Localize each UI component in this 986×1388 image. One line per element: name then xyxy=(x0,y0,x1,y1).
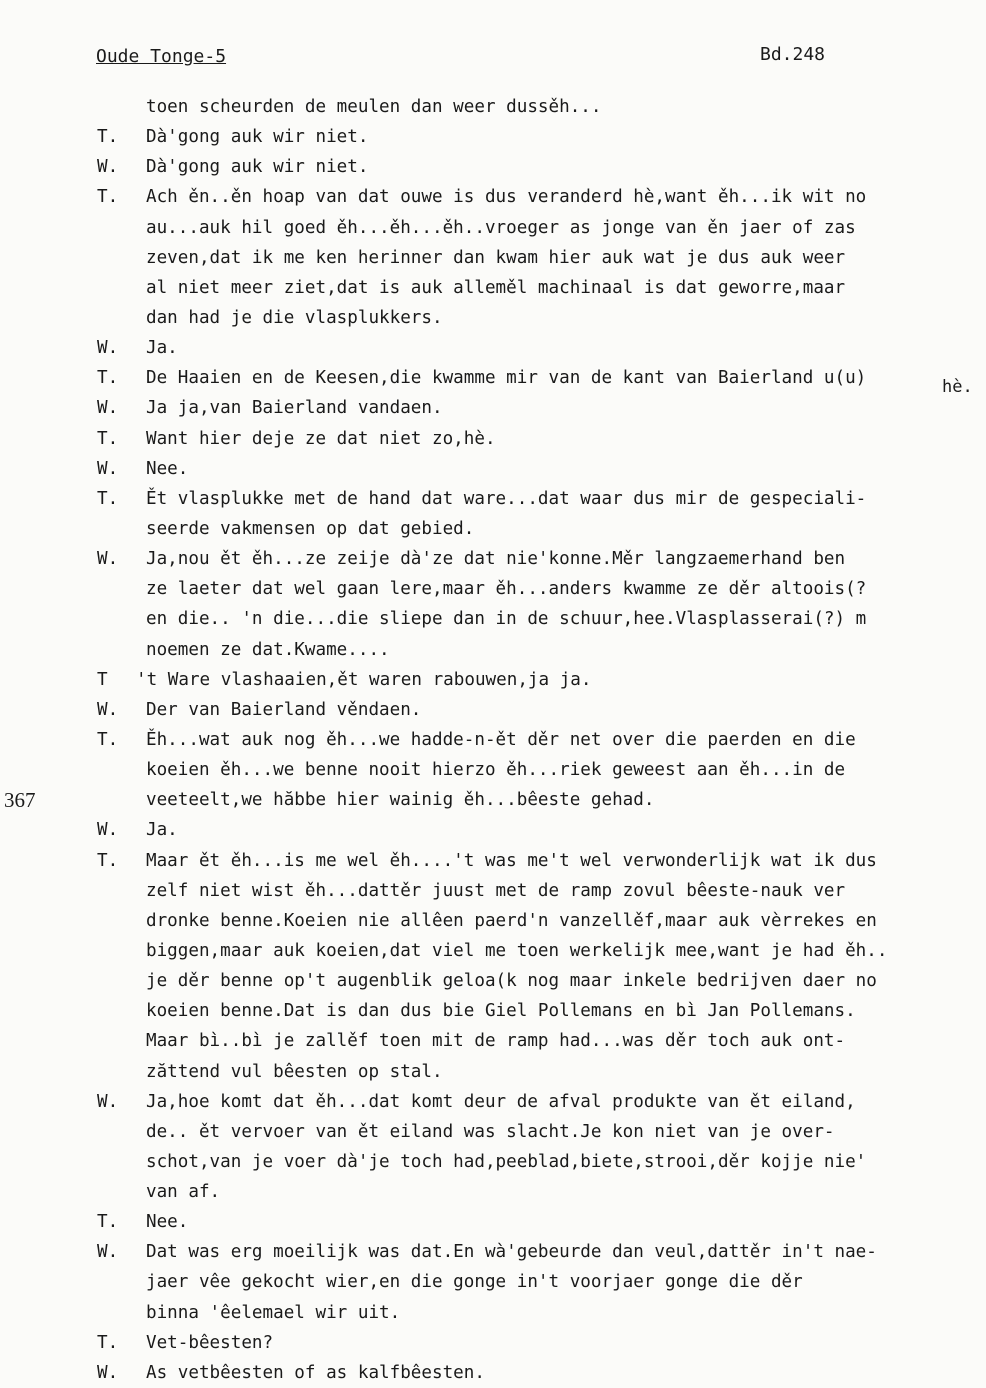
line-text: Want hier deje ze dat niet zo,hè. xyxy=(146,428,496,449)
line-text: ze laeter dat wel gaan lere,maar ěh...anders kwamme ze děr altoois(? xyxy=(146,579,867,600)
line-text: Ja,nou ět ěh...ze zeije dà'ze dat nie'konne.Měr langzaemerhand ben xyxy=(146,549,846,570)
line-text: binna 'êelemael wir uit. xyxy=(146,1302,401,1323)
transcript-line xyxy=(0,303,986,333)
line-text: seerde vakmensen op dat gebied. xyxy=(146,518,475,539)
transcript-line xyxy=(0,1298,986,1328)
speaker-label: T. xyxy=(97,187,119,208)
speaker-label: T xyxy=(97,669,108,690)
transcript-line xyxy=(0,424,986,454)
speaker-label: W. xyxy=(97,338,119,359)
transcript-line xyxy=(0,996,986,1026)
transcript-line xyxy=(0,966,986,996)
line-text: zăttend vul bêesten op stal. xyxy=(146,1061,443,1082)
line-text: koeien benne.Dat is dan dus bie Giel Pollemans en bì Jan Pollemans. xyxy=(146,1001,856,1022)
line-text: Ach ěn..ěn hoap van dat ouwe is dus veranderd hè,want ěh...ik wit no xyxy=(146,187,867,208)
line-text: en die.. 'n die...die sliepe dan in de schuur,hee.Vlasplasserai(?) m xyxy=(146,609,867,630)
line-text: Dà'gong auk wir niet. xyxy=(146,157,369,178)
line-text: je děr benne op't augenblik geloa(k nog maar inkele bedrijven daer no xyxy=(146,971,877,992)
transcript-line xyxy=(0,1147,986,1177)
speaker-label: T. xyxy=(97,729,119,750)
transcript-line xyxy=(0,574,986,604)
line-text: de.. ět vervoer van ět eiland was slacht.Je kon niet van je over- xyxy=(146,1121,835,1142)
transcript-line xyxy=(0,936,986,966)
speaker-label: W. xyxy=(97,549,119,570)
transcript-line xyxy=(0,876,986,906)
line-text: zeven,dat ik me ken herinner dan kwam hier auk wat je dus auk weer xyxy=(146,247,846,268)
transcript-line xyxy=(0,665,986,695)
line-text: noemen ze dat.Kwame.... xyxy=(146,639,390,660)
transcript-line xyxy=(0,1117,986,1147)
transcript-line xyxy=(0,243,986,273)
transcript-line xyxy=(0,273,986,303)
speaker-label: W. xyxy=(97,699,119,720)
transcript-line xyxy=(0,544,986,574)
line-text: Vet-bêesten? xyxy=(146,1332,274,1353)
transcript-line xyxy=(0,635,986,665)
line-text: Nee. xyxy=(146,1212,189,1233)
speaker-label: W. xyxy=(97,157,119,178)
line-text: toen scheurden de meulen dan weer dussěh... xyxy=(146,97,602,117)
line-text: Ěh...wat auk nog ěh...we hadde-n-ět děr net over die paerden en die xyxy=(146,729,856,750)
line-text: Ja,hoe komt dat ěh...dat komt deur de afval produkte van ět eiland, xyxy=(146,1091,856,1112)
line-text: 't Ware vlashaaien,ět waren rabouwen,ja ja. xyxy=(136,669,592,690)
speaker-label: W. xyxy=(97,398,119,419)
header-title: Oude Tonge-5 xyxy=(96,46,227,67)
page-number: Bd.248 xyxy=(760,44,826,65)
transcript-line xyxy=(0,1087,986,1117)
transcript-line xyxy=(0,725,986,755)
transcript-line xyxy=(0,514,986,544)
line-text: dan had je die vlasplukkers. xyxy=(146,307,443,328)
line-text: koeien ěh...we benne nooit hierzo ěh...riek geweest aan ěh...in de xyxy=(146,760,846,781)
transcript-line xyxy=(0,1207,986,1237)
line-text: Maar ět ěh...is me wel ěh....'t was me't wel verwonderlijk wat ik dus xyxy=(146,850,877,871)
transcript-line xyxy=(0,1358,986,1388)
transcript-line xyxy=(0,846,986,876)
transcript-line xyxy=(0,604,986,634)
line-text: schot,van je voer dà'je toch had,peeblad,biete,strooi,děr kojje nie' xyxy=(146,1151,867,1172)
speaker-label: T. xyxy=(97,428,119,449)
transcript-line xyxy=(0,906,986,936)
transcript-line xyxy=(0,484,986,514)
transcript-line xyxy=(0,755,986,785)
transcript-line xyxy=(0,1026,986,1056)
transcript-line xyxy=(0,1237,986,1267)
line-text: biggen,maar auk koeien,dat viel me toen werkelijk mee,want je had ěh.. xyxy=(146,940,888,961)
line-text: dronke benne.Koeien nie allêen paerd'n vanzellěf,maar auk vèrrekes en xyxy=(146,910,877,931)
line-text: Ja ja,van Baierland vandaen. xyxy=(146,398,443,419)
transcript-line xyxy=(0,363,986,398)
line-text: Der van Baierland věndaen. xyxy=(146,699,422,720)
line-text: van af. xyxy=(146,1182,221,1203)
speaker-label: T. xyxy=(97,1332,119,1353)
line-text: al niet meer ziet,dat is auk alleměl machinaal is dat geworre,maar xyxy=(146,277,846,298)
line-text: jaer vêe gekocht wier,en die gonge in't voorjaer gonge die děr xyxy=(146,1272,803,1293)
transcript-line xyxy=(0,152,986,182)
transcript-line xyxy=(0,815,986,845)
transcript-line xyxy=(0,213,986,243)
line-text: As vetbêesten of as kalfbêesten. xyxy=(146,1362,485,1383)
line-text: De Haaien en de Keesen,die kwamme mir van de kant van Baierland u(u) xyxy=(146,368,867,389)
line-text: Ět vlasplukke met de hand dat ware...dat waar dus mir de gespeciali- xyxy=(146,488,867,509)
line-text: zelf niet wist ěh...dattěr juust met de ramp zovul bêeste-nauk ver xyxy=(146,880,846,901)
line-text: Ja. xyxy=(146,338,178,359)
speaker-label: T. xyxy=(97,127,119,148)
transcript-line xyxy=(0,454,986,484)
transcript-line xyxy=(0,122,986,152)
transcript-line xyxy=(0,182,986,212)
transcript-line xyxy=(0,393,986,423)
speaker-label: T. xyxy=(97,850,119,871)
speaker-label: T. xyxy=(97,488,119,509)
transcript-line xyxy=(0,333,986,363)
line-text: Dat was erg moeilijk was dat.En wà'gebeurde dan veul,dattěr in't nae- xyxy=(146,1242,877,1263)
transcript-line xyxy=(0,1057,986,1087)
speaker-label: W. xyxy=(97,1091,119,1112)
transcript-line xyxy=(0,1267,986,1297)
transcript-body xyxy=(0,92,986,1388)
line-text: Ja. xyxy=(146,820,178,841)
speaker-label: T. xyxy=(97,1212,119,1233)
transcript-line xyxy=(0,92,986,122)
line-text: veeteelt,we hăbbe hier wainig ěh...bêeste gehad. xyxy=(146,790,655,811)
speaker-label: T. xyxy=(97,368,119,389)
speaker-label: W. xyxy=(97,820,119,841)
line-text: au...auk hil goed ěh...ěh...ěh..vroeger as jonge van ěn jaer of zas xyxy=(146,217,856,238)
speaker-label: W. xyxy=(97,1362,119,1383)
transcript-line xyxy=(0,695,986,725)
line-text: Maar bì..bì je zallěf toen mit de ramp had...was děr toch auk ont- xyxy=(146,1031,846,1052)
speaker-label: W. xyxy=(97,458,119,479)
margin-number: 367 xyxy=(4,788,36,812)
line-annotation: hè. xyxy=(942,377,973,398)
transcript-line xyxy=(0,1328,986,1358)
transcript-line xyxy=(0,1177,986,1207)
transcript-line xyxy=(0,785,986,815)
line-text: Dà'gong auk wir niet. xyxy=(146,127,369,148)
speaker-label: W. xyxy=(97,1242,119,1263)
line-text: Nee. xyxy=(146,458,189,479)
